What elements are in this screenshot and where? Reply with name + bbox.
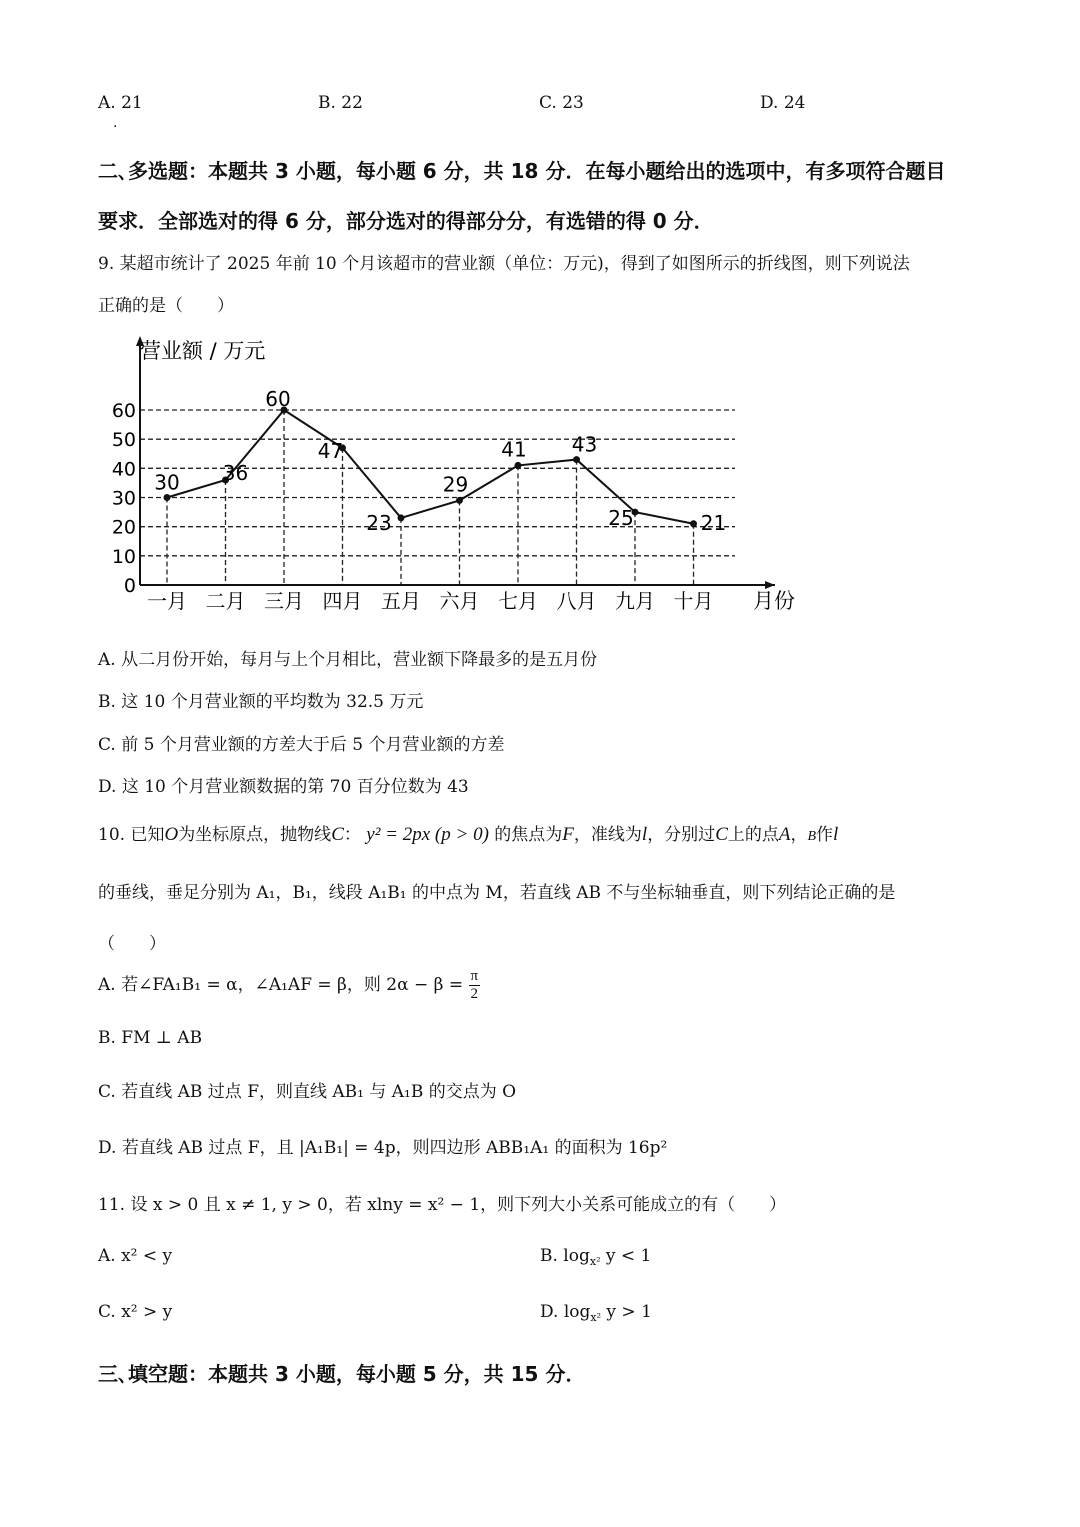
data-label: 25 bbox=[608, 506, 634, 531]
q10-stem-line2: 的垂线，垂足分别为 A₁，B₁，线段 A₁B₁ 的中点为 M，若直线 AB 不与坐标轴垂直，则下列结论正确的是 bbox=[98, 883, 896, 903]
data-point bbox=[164, 494, 171, 501]
q10-stem-text-1: 10. 已知 bbox=[98, 825, 165, 845]
fraction-denominator: 2 bbox=[470, 986, 479, 1002]
q10-stem-text-2: 为坐标原点，抛物线 bbox=[178, 825, 332, 845]
data-point bbox=[515, 462, 522, 469]
q11-option-a: A. x² < y bbox=[98, 1246, 173, 1266]
y-tick-label: 50 bbox=[111, 429, 136, 452]
data-label: 30 bbox=[154, 470, 180, 495]
chart-x-label: 月份 bbox=[753, 589, 795, 613]
data-label: 29 bbox=[442, 472, 469, 497]
q8-option-a-mark: · bbox=[113, 119, 118, 135]
chart-series bbox=[154, 387, 726, 535]
data-label: 43 bbox=[571, 432, 598, 457]
q9-stem-line2: 正确的是（ ） bbox=[98, 296, 234, 316]
q10-focus-f: F bbox=[562, 824, 574, 845]
q8-option-c: C. 23 bbox=[539, 93, 584, 113]
y-tick-label: 0 bbox=[123, 575, 136, 597]
fraction-numerator: π bbox=[470, 968, 479, 984]
data-label: 41 bbox=[501, 437, 527, 462]
q10-stem-line3: （ ） bbox=[98, 934, 166, 954]
q9-option-b: B. 这 10 个月营业额的平均数为 32.5 万元 bbox=[98, 692, 424, 712]
section3-heading: 三､填空题：本题共 3 小题，每小题 5 分，共 15 分． bbox=[98, 1362, 586, 1386]
q10-stem-text-3: 的焦点为 bbox=[494, 825, 563, 845]
q10-directrix-l-2: l bbox=[833, 824, 839, 845]
q10-stem-line1: 10. 已知O为坐标原点，抛物线C： y² = 2px (p > 0) 的焦点为F，准线为l，分别过C上的点A，B作l bbox=[98, 824, 839, 845]
q11-option-b-rest: y < 1 bbox=[605, 1246, 652, 1266]
data-label: 21 bbox=[700, 510, 727, 535]
data-label: 36 bbox=[222, 461, 249, 485]
chart-grid bbox=[140, 410, 735, 585]
q9-option-a: A. 从二月份开始，每月与上个月相比，营业额下降最多的是五月份 bbox=[98, 650, 598, 670]
q11-option-b bbox=[540, 1246, 651, 1268]
y-tick-label: 60 bbox=[111, 400, 136, 422]
y-tick-label: 10 bbox=[111, 545, 136, 568]
q10-stem-text-6: 上的点 bbox=[727, 825, 779, 845]
q10-colon: ： bbox=[343, 825, 361, 845]
q10-directrix-l: l bbox=[641, 824, 648, 845]
q10-point-b: B bbox=[807, 829, 817, 844]
data-label: 23 bbox=[366, 510, 392, 535]
section2-heading-line1: 二､多选题：本题共 3 小题，每小题 6 分，共 18 分．在每小题给出的选项中，有多项符合题目 bbox=[98, 159, 946, 183]
x-tick-label: 三月 bbox=[264, 589, 304, 613]
y-tick-label: 30 bbox=[111, 487, 136, 510]
data-label: 47 bbox=[317, 438, 344, 463]
data-point bbox=[690, 520, 697, 527]
q11-option-b-base: x² bbox=[589, 1255, 601, 1268]
q10-option-a-text: A. 若∠FA₁B₁ = α，∠A₁AF = β，则 2α − β = bbox=[98, 975, 464, 995]
q11-option-d bbox=[540, 1302, 652, 1324]
data-point bbox=[398, 514, 405, 521]
q10-point-a: A bbox=[778, 824, 791, 845]
q10-option-d: D. 若直线 AB 过点 F，且 |A₁B₁| = 4p，则四边形 ABB₁A₁ 的面积为 16p² bbox=[98, 1138, 668, 1158]
y-tick-label: 20 bbox=[111, 516, 136, 539]
q9-option-c: C. 前 5 个月营业额的方差大于后 5 个月营业额的方差 bbox=[98, 735, 505, 755]
q11-option-d-log: D. log bbox=[540, 1302, 591, 1322]
q8-option-b: B. 22 bbox=[318, 93, 363, 113]
q11-option-c: C. x² > y bbox=[98, 1302, 173, 1322]
data-point bbox=[456, 497, 463, 504]
q11-stem: 11. 设 x > 0 且 x ≠ 1, y > 0，若 xlny = x² − 1，则下列大小关系可能成立的有（ ） bbox=[98, 1195, 787, 1215]
x-tick-label: 八月 bbox=[556, 589, 597, 613]
q8-option-d: D. 24 bbox=[760, 93, 806, 113]
x-tick-label: 二月 bbox=[205, 589, 246, 613]
q11-option-b-log: B. log bbox=[540, 1246, 590, 1266]
q8-option-a: A. 21 bbox=[98, 93, 143, 113]
q10-parabola-equation: y² = 2px (p > 0) bbox=[366, 824, 489, 845]
line-chart bbox=[100, 330, 820, 620]
q10-stem-text-4: ，准线为 bbox=[573, 825, 642, 845]
y-tick-label: 40 bbox=[111, 458, 136, 481]
chart-y-label: 营业额 / 万元 bbox=[140, 339, 266, 363]
q10-stem-text-7: 作 bbox=[816, 825, 834, 845]
q10-option-b: B. FM ⊥ AB bbox=[98, 1028, 203, 1048]
pi-over-2-fraction bbox=[469, 968, 481, 1003]
q11-option-d-base: x² bbox=[590, 1311, 602, 1324]
q9-stem-line1: 9. 某超市统计了 2025 年前 10 个月该超市的营业额（单位：万元)，得到了如图所示的折线图，则下列说法 bbox=[98, 254, 910, 274]
q9-option-d: D. 这 10 个月营业额数据的第 70 百分位数为 43 bbox=[98, 777, 469, 797]
q10-point-o: O bbox=[164, 824, 179, 845]
q10-option-c: C. 若直线 AB 过点 F，则直线 AB₁ 与 A₁B 的交点为 O bbox=[98, 1082, 517, 1102]
q11-option-d-rest: y > 1 bbox=[606, 1302, 652, 1322]
data-point bbox=[573, 456, 580, 463]
q10-option-a bbox=[98, 968, 480, 1003]
section2-heading-line2: 要求．全部选对的得 6 分，部分选对的得部分分，有选错的得 0 分． bbox=[98, 209, 714, 233]
x-tick-label: 六月 bbox=[439, 589, 480, 613]
q10-stem-text-5: ，分别过 bbox=[647, 825, 716, 845]
x-tick-label: 五月 bbox=[381, 589, 421, 613]
x-tick-label: 十月 bbox=[673, 589, 714, 613]
x-tick-label: 七月 bbox=[498, 589, 538, 613]
x-axis-arrow bbox=[765, 581, 775, 589]
q10-curve-c-2: C bbox=[715, 824, 728, 845]
q10-curve-c: C bbox=[331, 824, 344, 845]
x-tick-label: 九月 bbox=[615, 589, 655, 613]
data-label: 60 bbox=[265, 387, 291, 411]
x-tick-label: 四月 bbox=[322, 589, 363, 613]
x-tick-label: 一月 bbox=[147, 589, 187, 613]
